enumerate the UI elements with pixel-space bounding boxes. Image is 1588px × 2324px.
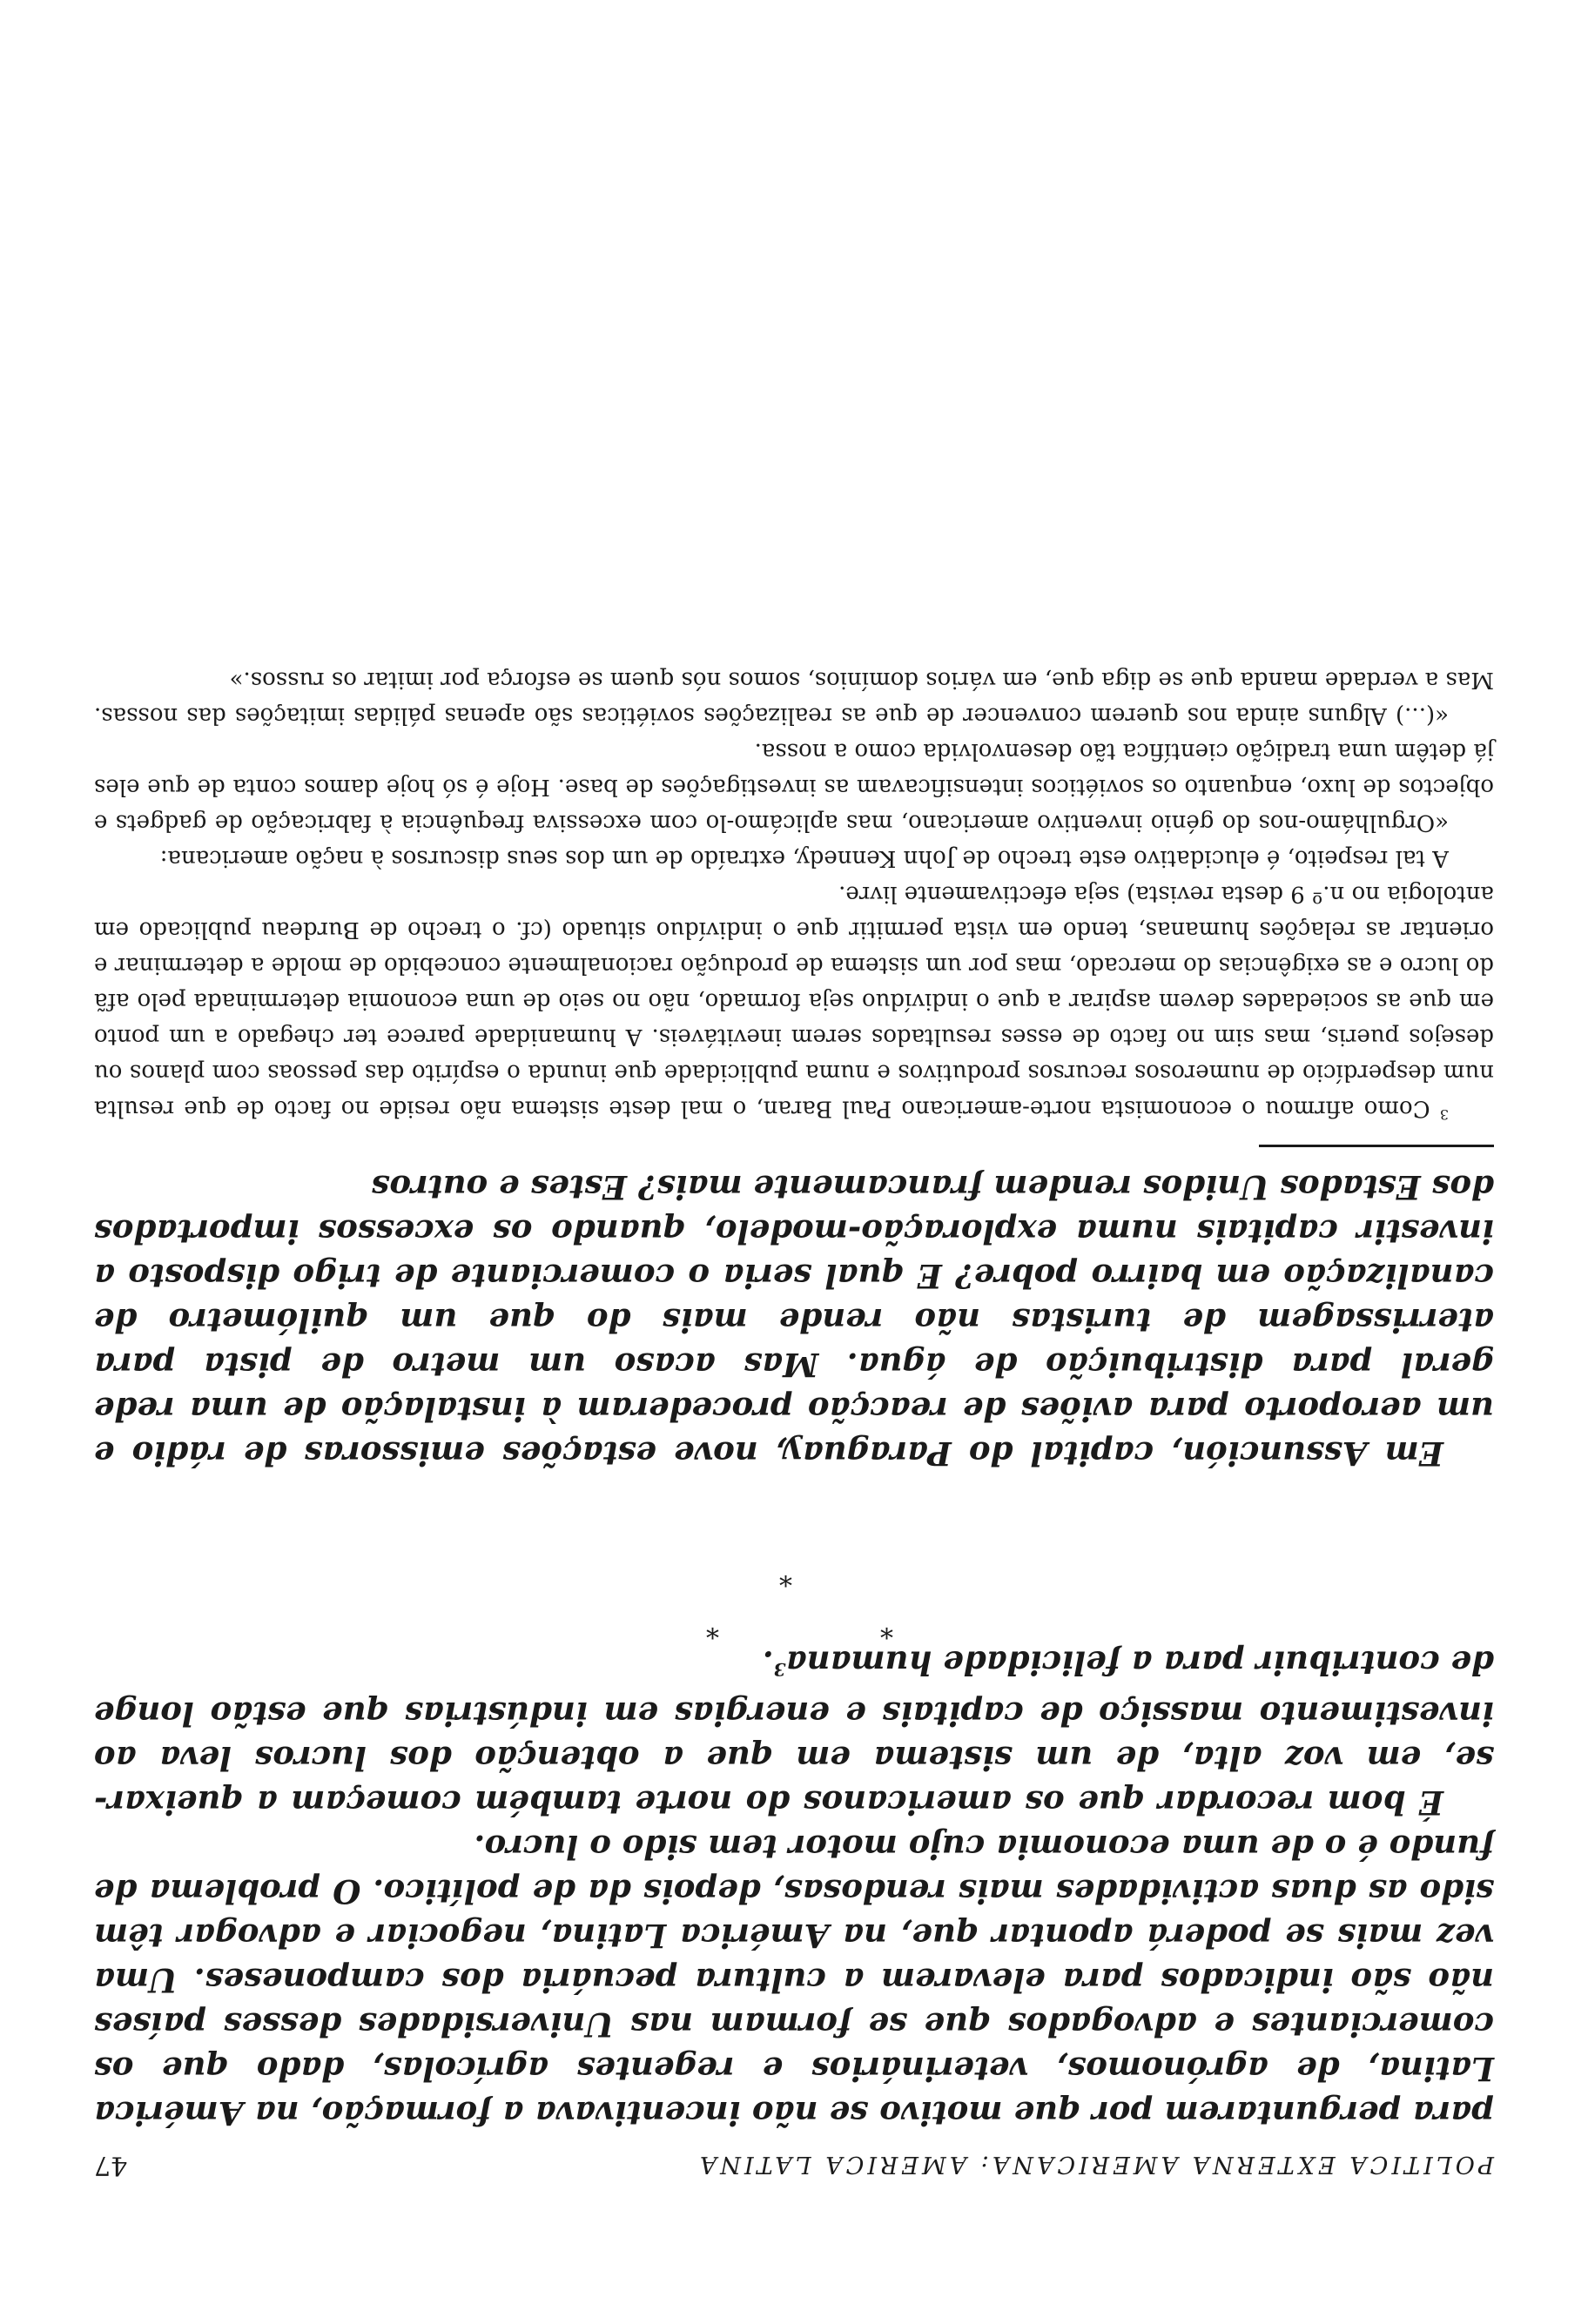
- separator-star: *: [706, 1612, 719, 1643]
- body-paragraph-3: Em Assunción, capital do Paraguay, nove estações emissoras de rádio e um aeroporto para aviões de reacção procederam à instalação de uma rede geral para distribuição de água. Mas acaso um metro de pista para aterrissagem de turistas não rende mais do que um quilómetro de canalização em bairro pobre? E qual seria o comerciante de trigo disposto a investir capitais numa exploração-modelo, quando os excessos importados dos Estados Unidos rendem francamente mais? Estes e outros: [94, 1167, 1494, 1473]
- footnote-quote-1: «Orgulhámo-nos do génio inventivo americano, mas aplicámo-lo com excessiva frequência à fabricação de gadgets e objectos de luxo, enquanto os soviéticos intensificavam as investigações de base. Hoje é só hoje damos conta de que eles já detêm uma tradição científica tão desenvolvida como a nossa.: [94, 738, 1494, 836]
- separator-star: *: [880, 1612, 893, 1643]
- footnote-rule: [1259, 1145, 1494, 1147]
- footnote-paragraph-1: [94, 876, 1494, 1132]
- footnote-mark: 3: [1439, 1105, 1449, 1123]
- running-header: [94, 2142, 1494, 2180]
- body-paragraph-2-text: É bom recordar que os americanos do norte também começam a queixar-se, em voz alta, de um sistema em que a obtenção dos lucros leva ao investimento massiço de capitais e energias em indústrias que estão longe de contribuir para a felicidade humana: [94, 1643, 1494, 1822]
- header-title: POLITICA EXTERNA AMERICANA: AMERICA LATINA: [696, 2151, 1494, 2178]
- footnote-reference: 3: [773, 1659, 786, 1680]
- body-paragraph-2: [94, 1641, 1494, 1824]
- separator-star: *: [779, 1560, 792, 1591]
- text-column: [94, 662, 1494, 2180]
- footnote-quote-2: «(...) Alguns ainda nos querem convencer de que as realizações soviéticas são apenas pálidas imitações das nossas. Mas a verdade manda que se diga que, em vários domínios, somos nós quem se esforça por imitar os russos.»: [94, 667, 1494, 729]
- section-separator: [94, 1475, 1494, 1641]
- footnote-paragraph-1-text: Como afirmou o economista norte-americano Paul Baran, o mal deste sistema não reside no facto de que resulta num desperdício de numerosos recursos produtivos e numa publicidade que inunda o espírito das pessoas com planos ou desejos pueris, mas sim no facto de esses resultados serem inevitáveis. A humanidade parece ter chegado a um ponto em que as sociedades devem aspirar a que o indivíduo seja formado, não no seio de uma economia determinada pelo afã do lucro e as exigências do mercado, mas por um sistema de produção racionalmente concebido de molde a determinar e orientar as relações humanas, tendo em vista permitir que o indivíduo situado (cf. o trecho de Burdeau publicado em antologia no n.º 9 desta revista) seja efectivamente livre.: [94, 881, 1494, 1122]
- body-paragraph-2-end: .: [762, 1643, 774, 1683]
- body-paragraph-1: para perguntarem por que motivo se não incentivava a formação, na América Latina, de agrónomos, veterinários e regentes agrícolas, dado que os comerciantes e advogados que se formam nas Universidades desses países não são indicados para elevarem a cultura pecuária dos camponeses. Uma vez mais se poderá apontar que, na América Latina, negociar e advogar têm sido as duas actividades mais rendosas, depois da de político. O problema de fundo é o de uma economia cujo motor tem sido o lucro.: [94, 1828, 1494, 2133]
- page-number: 47: [94, 2150, 128, 2180]
- footnote-paragraph-2: A tal respeito, é elucidativo este trecho de John Kennedy, extraído de um dos seus discursos à nação americana:: [159, 845, 1449, 872]
